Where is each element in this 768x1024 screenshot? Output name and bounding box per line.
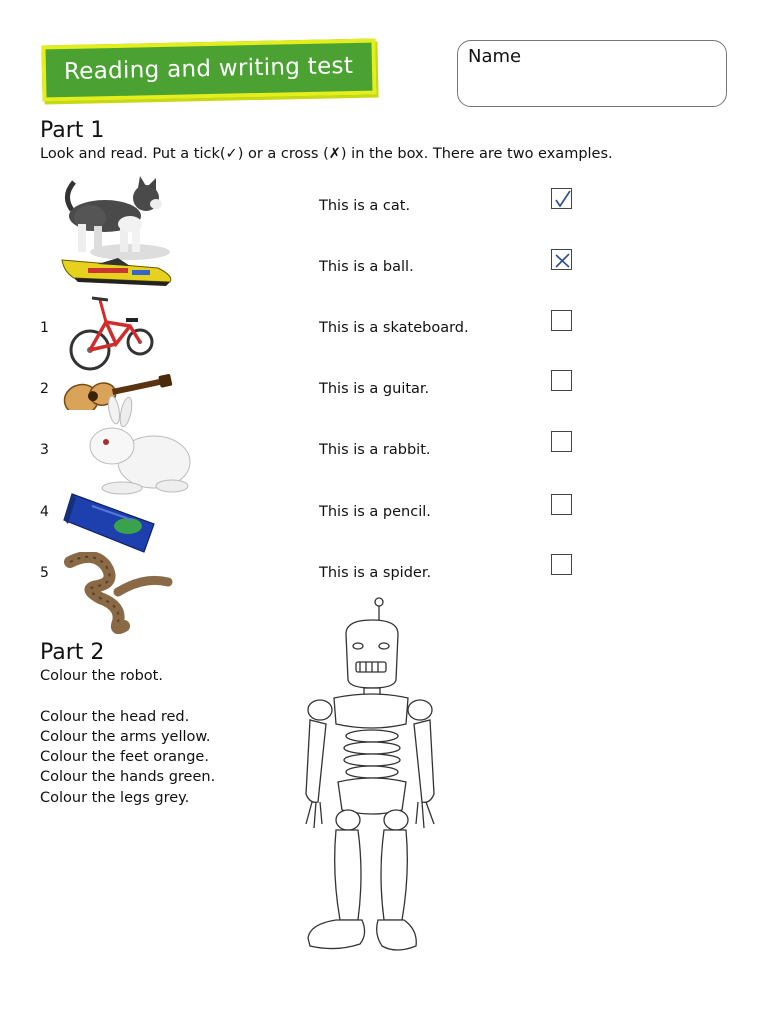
sentence-example-2: This is a ball. [319, 259, 414, 275]
page-title: Reading and writing test [63, 52, 354, 86]
instruction-line: Colour the legs grey. [40, 790, 190, 806]
question-number-3: 3 [40, 442, 49, 458]
sentence-question-3: This is a rabbit. [319, 442, 431, 458]
part2-intro: Colour the robot. [40, 668, 163, 684]
part2-heading: Part 2 [40, 640, 105, 665]
sentence-example-1: This is a cat. [319, 198, 411, 214]
sentence-question-1: This is a skateboard. [319, 320, 469, 336]
pencil-case-picture [62, 490, 158, 560]
answer-checkbox-1[interactable] [551, 310, 572, 331]
bicycle-picture [68, 292, 154, 376]
title-banner [41, 39, 376, 102]
cross-mark-icon [552, 250, 573, 271]
question-number-5: 5 [40, 565, 49, 581]
sentence-question-4: This is a pencil. [319, 504, 431, 520]
boat-picture [58, 246, 176, 292]
name-label: Name [468, 46, 522, 67]
question-number-4: 4 [40, 504, 49, 520]
rabbit-picture [76, 396, 192, 504]
question-number-2: 2 [40, 381, 49, 397]
answer-checkbox-example-2[interactable] [551, 249, 572, 270]
answer-checkbox-2[interactable] [551, 370, 572, 391]
answer-checkbox-3[interactable] [551, 431, 572, 452]
part1-heading: Part 1 [40, 118, 105, 143]
instruction-line: Colour the arms yellow. [40, 729, 211, 745]
sentence-question-5: This is a spider. [319, 565, 432, 581]
name-field[interactable] [457, 40, 727, 107]
instruction-line: Colour the head red. [40, 709, 190, 725]
robot-drawing [296, 594, 446, 968]
sentence-question-2: This is a guitar. [319, 381, 430, 397]
snake-picture [64, 552, 174, 638]
answer-checkbox-4[interactable] [551, 494, 572, 515]
question-number-1: 1 [40, 320, 49, 336]
answer-checkbox-5[interactable] [551, 554, 572, 575]
part1-instruction: Look and read. Put a tick(✓) or a cross (✗) in the box. There are two examples. [40, 146, 613, 162]
answer-checkbox-example-1[interactable] [551, 188, 572, 209]
instruction-line: Colour the feet orange. [40, 749, 209, 765]
instruction-line: Colour the hands green. [40, 769, 216, 785]
tick-mark-icon [552, 189, 573, 210]
